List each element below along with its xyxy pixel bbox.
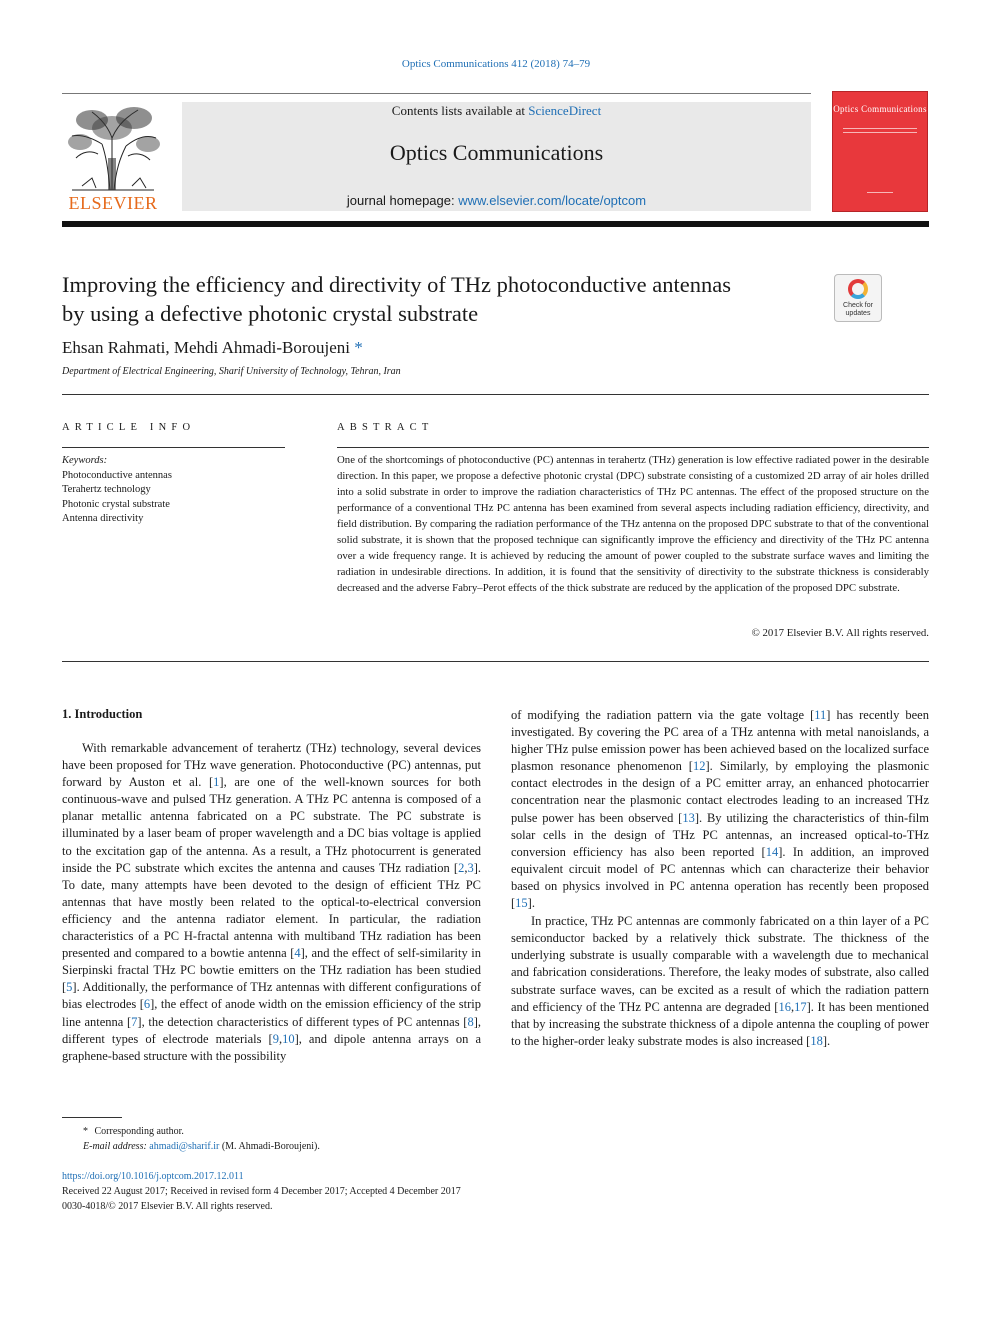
header-top-rule bbox=[62, 93, 811, 94]
body-column-right bbox=[511, 707, 929, 1050]
journal-cover-image[interactable] bbox=[832, 91, 928, 212]
abstract-text: One of the shortcomings of photoconductive (PC) antennas in terahertz (THz) generation is low effective radiated power in the desirable direction. In this paper, we propose a defective photonic crystal (DPC) substrate consisting of a customized 2D array of air holes drilled into a solid substrate in order to improve the radiation characteristics of THz PC antennas. The effect of the proposed structure on the performance of a conventional THz PC antenna has been examined from several aspects including radiation efficiency, directivity, and field distribution. By comparing the radiation performance of the THz antenna on the proposed DPC substrate to that of the conventional solid substrate, it is shown that the proposed technique can significantly improve the efficiency and directivity of the THz PC antenna over a wide frequency range. It is achieved by reducing the amount of power coupled to the substrate surface waves and limiting the radiation in undesirable directions. In addition, it is found that the sensitivity of directivity to the substrate thickness is considerably decreased and the adverse Fabry–Perot effects of the thick substrate are reduced by the application of the proposed DPC substrate. bbox=[337, 454, 929, 594]
body-paragraph: In practice, THz PC antennas are commonly fabricated on a thin layer of a PC semiconductor backed by a relatively thick substrate. The thickness of the underlying substrate is usually comparable with a wavelength due to mechanical and fabrication considerations. Therefore, the leaky modes of substrate, also called substrate surface waves, can be excited as a result of which the radiation pattern and efficiency of the THz PC antenna are degraded [16,17]. It has been mentioned that by increasing the substrate thickness of a dipole antenna the coupling of power to the higher-order leaky substrate modes is also increased [18]. bbox=[511, 914, 929, 1048]
author-email-link[interactable]: ahmadi@sharif.ir bbox=[149, 1141, 220, 1152]
reference-link[interactable]: 8 bbox=[467, 1014, 474, 1029]
journal-citation[interactable]: Optics Communications 412 (2018) 74–79 bbox=[401, 58, 591, 70]
author-affiliation: Department of Electrical Engineering, Sharif University of Technology, Tehran, Iran bbox=[62, 366, 401, 377]
check-updates-icon bbox=[848, 279, 868, 299]
article-info-heading: ARTICLE INFO bbox=[62, 422, 196, 433]
divider bbox=[337, 447, 929, 448]
article-meta bbox=[62, 1169, 461, 1214]
reference-link[interactable]: 12 bbox=[692, 759, 706, 774]
paper-title: Improving the efficiency and directivity of THz photoconductive antennas by using a defective photonic crystal substrate bbox=[62, 272, 731, 326]
reference-link[interactable]: 1 bbox=[213, 775, 220, 790]
contents-available-line: Contents lists available at ScienceDirect bbox=[391, 103, 602, 118]
reference-link[interactable]: 17 bbox=[794, 999, 807, 1014]
reference-link[interactable]: 13 bbox=[682, 810, 695, 825]
received-dates: Received 22 August 2017; Received in revised form 4 December 2017; Accepted 4 December 2017 bbox=[62, 1186, 461, 1197]
body-paragraph: of modifying the radiation pattern via the gate voltage [11] has recently been investigated. By covering the PC area of a THz antenna with metal nanoislands, a higher THz pulse emission power has been achieved based on the localized surface plasmon resonance phenomenon [12]. Similarly, by employing the plasmonic contact electrodes in the design of a PC emitter array, an enhanced photocarrier concentration near the plasmonic contact electrodes leading to an increased THz pulse power has been observed [13]. By utilizing the characteristics of thin-film solar cells in the design of THz PC antennas, an increased optical-to-THz conversion efficiency has also been reported [14]. In addition, an improved equivalent circuit model of PC antennas which can characterize their behavior based on physics involved in PC antenna operation has recently been proposed [15]. bbox=[511, 708, 930, 911]
journal-homepage-link[interactable]: www.elsevier.com/locate/optcom bbox=[458, 193, 647, 208]
journal-title: Optics Communications bbox=[389, 140, 604, 165]
keyword-item: Photoconductive antennas bbox=[62, 469, 172, 481]
check-for-updates-button[interactable]: Check for updates bbox=[834, 274, 882, 322]
section-heading: 1. Introduction bbox=[62, 707, 143, 721]
reference-link[interactable]: 5 bbox=[66, 980, 73, 995]
divider bbox=[62, 447, 285, 448]
divider bbox=[62, 394, 929, 395]
keywords-heading: Keywords: bbox=[62, 455, 108, 466]
body-column-left bbox=[62, 740, 481, 1065]
reference-link[interactable]: 18 bbox=[810, 1033, 823, 1048]
keywords-block bbox=[62, 454, 292, 527]
header-thick-rule bbox=[62, 221, 929, 227]
reference-link[interactable]: 16 bbox=[778, 999, 791, 1014]
cover-title: Optics Communications bbox=[833, 104, 927, 114]
journal-homepage-line: journal homepage: www.elsevier.com/locate/optcom bbox=[346, 193, 647, 208]
issn-line: 0030-4018/© 2017 Elsevier B.V. All rights reserved. bbox=[62, 1201, 273, 1212]
reference-link[interactable]: 11 bbox=[814, 708, 827, 722]
reference-link[interactable]: 15 bbox=[515, 896, 528, 911]
doi-link[interactable]: https://doi.org/10.1016/j.optcom.2017.12.011 bbox=[62, 1171, 244, 1182]
abstract-heading: ABSTRACT bbox=[337, 422, 434, 433]
reference-link[interactable]: 7 bbox=[131, 1014, 138, 1029]
reference-link[interactable]: 4 bbox=[294, 946, 301, 961]
reference-link[interactable]: 6 bbox=[143, 997, 151, 1012]
corresponding-author-mark[interactable]: * bbox=[354, 338, 363, 357]
reference-link[interactable]: 3 bbox=[467, 860, 474, 875]
reference-link[interactable]: 14 bbox=[765, 844, 779, 859]
footnote: * Corresponding author. E-mail address: ahmadi@sharif.ir (M. Ahmadi-Boroujeni). bbox=[83, 1126, 320, 1152]
elsevier-logo[interactable] bbox=[62, 98, 164, 214]
keyword-item: Photonic crystal substrate bbox=[62, 498, 170, 510]
body-paragraph: With remarkable advancement of terahertz (THz) technology, several devices have been proposed for THz wave generation. Photoconductive (PC) antennas, put forward by Auston et al. [1], are one of the well-known sources for both continuous-wave and pulsed THz generation. A THz PC antenna is composed of a planar metallic antenna fabricated on a PC substrate. The PC substrate is illuminated by a laser beam of proper wavelength and a DC bias voltage is applied to the excitation gap of the antenna. As a result, a THz photocurrent is generated inside the PC substrate which excites the antenna and causes THz radiation [2,3]. To date, many attempts have been devoted to the design of efficient THz PC antennas that have mostly been related to the optical-to-electrical conversion efficiency and the antenna radiator element. In particular, the radiation characteristics of a PC H-fractal antenna with multiband THz radiation has been presented and compared to a bowtie antenna [4], and the effect of self-similarity in Sierpinski fractal THz PC bowtie emitters on the THz radiation has been studied [5]. Additionally, the performance of THz antennas with different configurations of bias electrodes [6], the effect of anode width on the emission efficiency of the strip line antenna [7], the detection characteristics of different types of PC antennas [8], different types of electrode materials [9,10], and dipole antenna arrays on a graphene-based structure with the possibility bbox=[62, 741, 481, 1063]
keyword-item: Terahertz technology bbox=[62, 484, 151, 495]
sciencedirect-link[interactable]: ScienceDirect bbox=[528, 103, 602, 118]
author-list: Ehsan Rahmati, Mehdi Ahmadi-Boroujeni * bbox=[62, 338, 363, 357]
reference-link[interactable]: 2 bbox=[458, 860, 465, 875]
copyright-notice: © 2017 Elsevier B.V. All rights reserved. bbox=[751, 627, 929, 639]
footnote-rule bbox=[62, 1117, 122, 1118]
divider bbox=[62, 661, 929, 662]
reference-link[interactable]: 9 bbox=[272, 1031, 279, 1046]
elsevier-wordmark: ELSEVIER bbox=[68, 193, 158, 213]
reference-link[interactable]: 10 bbox=[282, 1031, 295, 1046]
keyword-item: Antenna directivity bbox=[62, 513, 144, 524]
